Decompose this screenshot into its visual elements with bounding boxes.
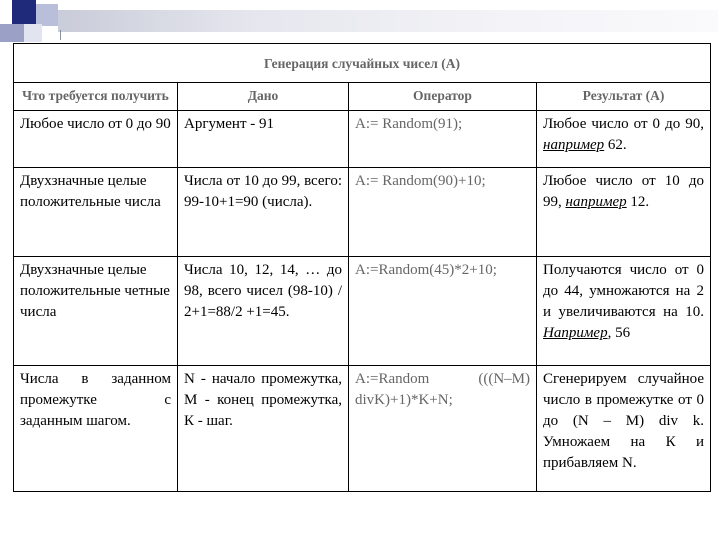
cell-given: Числа от 10 до 99, всего: 99-10+1=90 (числа).: [178, 168, 349, 257]
result-value: 12.: [626, 194, 650, 210]
cell-need: Любое число от 0 до 90: [14, 111, 178, 168]
column-header-row: [14, 83, 711, 111]
result-text: Сгенерируем случайное число в промежутке от 0 до (N – M) div k. Умножаем на К и прибавляем N.: [543, 371, 705, 471]
column-header-operator: Оператор: [349, 83, 537, 111]
corner-square-dark: [12, 0, 36, 24]
result-example-word: например: [543, 137, 605, 153]
header-divider-line: [60, 30, 61, 40]
cell-given: Аргумент - 91: [178, 111, 349, 168]
cell-result: [537, 366, 711, 492]
table-row: [14, 366, 711, 492]
corner-square-pale: [24, 24, 42, 42]
cell-given: N - начало промежутка, М - конец промежутка, К - шаг.: [178, 366, 349, 492]
random-numbers-table: [13, 43, 711, 492]
corner-square-mid: [0, 24, 24, 42]
cell-operator: A:= Random(91);: [349, 111, 537, 168]
result-example-word: Например: [543, 325, 608, 341]
table-row: [14, 257, 711, 366]
cell-operator: A:=Random(45)*2+10;: [349, 257, 537, 366]
corner-square-light: [36, 4, 58, 26]
cell-need: Двухзначные целые положительные числа: [14, 168, 178, 257]
column-header-given: Дано: [178, 83, 349, 111]
cell-result: [537, 168, 711, 257]
table-row: [14, 111, 711, 168]
cell-result: [537, 257, 711, 366]
result-text: Любое число от 10 до 99,: [543, 173, 705, 210]
column-header-need: Что требуется получить: [14, 83, 178, 111]
column-header-result: Результат (А): [537, 83, 711, 111]
result-example-word: например: [565, 194, 627, 210]
result-value: , 56: [607, 325, 631, 341]
result-text: Получаются число от 0 до 44, умножаются на 2 и увеличиваются на 10.: [543, 262, 705, 320]
cell-operator: A:=Random (((N–M) divK)+1)*K+N;: [349, 366, 537, 492]
result-value: 62.: [604, 137, 627, 153]
cell-result: [537, 111, 711, 168]
table-title-row: [14, 44, 711, 83]
result-text: Любое число от 0 до 90,: [543, 116, 705, 132]
table-row: [14, 168, 711, 257]
cell-need: Числа в заданном промежутке с заданным шагом.: [14, 366, 178, 492]
table-title: Генерация случайных чисел (А): [14, 44, 711, 83]
cell-need: Двухзначные целые положительные четные числа: [14, 257, 178, 366]
cell-operator: A:= Random(90)+10;: [349, 168, 537, 257]
cell-given: Числа 10, 12, 14, … до 98, всего чисел (98-10) / 2+1=88/2 +1=45.: [178, 257, 349, 366]
header-gradient-band: [58, 10, 718, 32]
